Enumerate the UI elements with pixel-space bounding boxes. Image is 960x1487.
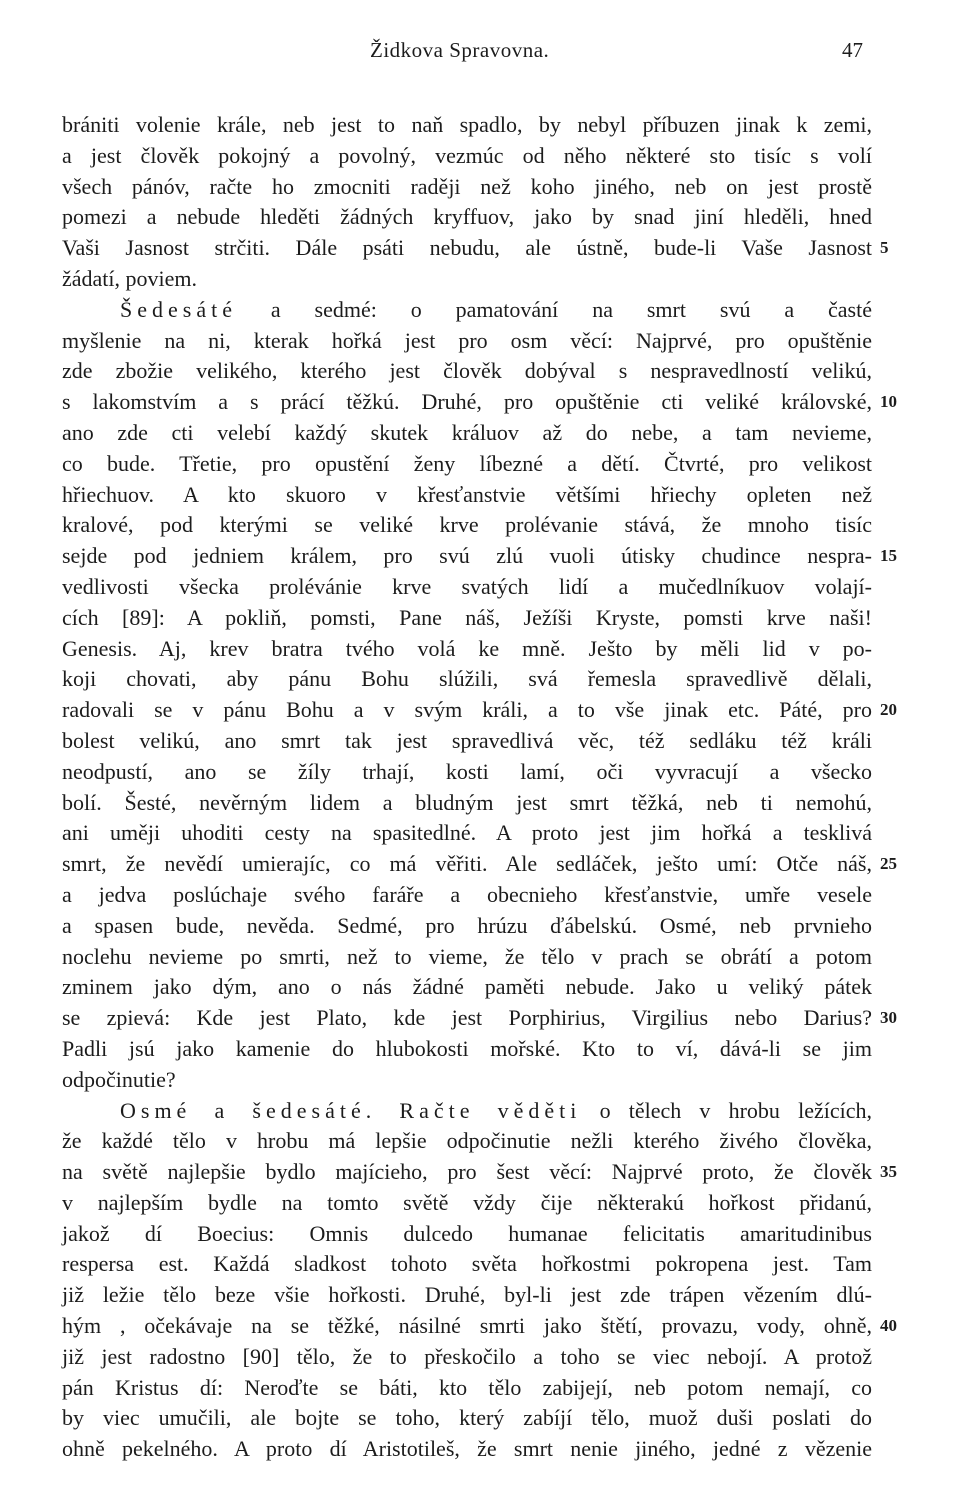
text-line: v najlepším bydle na tomto světě vždy čije některakú hořkost přidanú,: [62, 1189, 872, 1215]
text-line: odpočinutie?: [62, 1066, 176, 1092]
text-line: pomezi a nebude hleděti žádných kryffuov, jako by snad jiní hleděli, hned: [62, 204, 872, 230]
text-line: smrt, že nevědí umierajíc, co má věřiti. Ale sedláček, ješto umí: Otče náš,: [62, 851, 872, 877]
text-line: že každé tělo v hrobu má lepšie odpočinutie nežli kterého živého člověka,: [62, 1128, 872, 1154]
running-head: [0, 38, 960, 68]
section-heading: Šedesáté: [120, 296, 237, 322]
body-text: [62, 110, 872, 1465]
text-line: cích [89]: A pokliň, pomsti, Pane náš, Ježíši Kryste, pomsti krve naši!: [62, 604, 872, 630]
text-line: již jest radostno [90] tělo, že to přeskočilo a toho se viec nebojí. A protož: [62, 1343, 872, 1369]
text-line-rest: a sedmé: o pamatování na smrt svú a časté: [270, 296, 872, 322]
text-line: pán Kristus dí: Neroďte se báti, kto tělo zabijejí, neb potom nemají, co: [62, 1374, 872, 1400]
text-line: respersa est. Každá sladkost tohoto světa hořkostmi pokropena jest. Tam: [62, 1251, 872, 1277]
text-line: ano zde cti velebí každý skutek králuov až do nebe, a tam nevieme,: [62, 419, 872, 445]
text-line: žádatí, poviem.: [62, 265, 198, 291]
line-number-marker: 10: [880, 392, 897, 412]
text-line: a spasen bude, nevěda. Sedmé, pro hrúzu ďábelskú. Osmé, neb prvnieho: [62, 912, 872, 938]
text-line: bolí. Šesté, nevěrným lidem a bludným jest smrt těžká, neb ti nemohú,: [62, 789, 872, 815]
text-line: brániti volenie krále, neb jest to naň spadlo, by nebyl příbuzen jinak k zemi,: [62, 112, 872, 137]
text-line: zminem jako dým, ano o nás žádné paměti nebude. Jako u veliký pátek: [62, 974, 872, 1000]
text-line: by viec umučili, ale bojte se toho, který zabíjí tělo, muož duši poslati do: [62, 1405, 872, 1431]
text-line: ani uměji uhoditi cesty na spasitedlné. A proto jest jim hořká a tesklivá: [62, 820, 872, 846]
text-line: již ležie tělo beze všie hořkosti. Druhé, byl-li jest zde trápen vězením dlú-: [62, 1282, 872, 1308]
line-number-marker: 15: [880, 546, 897, 566]
section-start-line: [62, 1096, 872, 1127]
text-line: co bude. Třetie, pro opustění ženy líbezné a dětí. Čtvrté, pro velikost: [62, 450, 872, 476]
text-line: myšlenie na ni, kterak hořká jest pro osm věcí: Najprvé, pro opuštěnie: [62, 327, 872, 353]
section-start-line: [62, 295, 872, 326]
text-line: s lakomstvím a s prácí těžkú. Druhé, pro opuštěnie cti veliké královské,: [62, 389, 872, 415]
line-number-marker: 35: [880, 1162, 897, 1182]
text-line: a jedva poslúchaje svého faráře a obecnieho křesťanstvie, umře vesele: [62, 881, 872, 907]
text-line-rest: o tělech v hrobu ležících,: [599, 1097, 872, 1123]
page-number: 47: [842, 38, 863, 62]
line-number-marker: 20: [880, 700, 897, 720]
text-line: noclehu nevieme po smrti, než to vieme, že tělo v prach se obrátí a potom: [62, 943, 872, 969]
text-line: kralové, pod kterými se veliké krve prolévanie stává, že mnoho tisíc: [62, 512, 872, 538]
text-line: Genesis. Aj, krev bratra tvého volá ke mně. Ješto by měli lid v po-: [62, 635, 872, 661]
text-line: všech pánóv, račte ho zmocniti raději než koho jiného, neb on jest prostě: [62, 173, 872, 199]
line-number-marker: 5: [880, 238, 889, 258]
text-line: hým , očekávaje na se těžké, násilné smrti jako štětí, provazu, vody, ohně,: [62, 1313, 872, 1339]
text-line: se zpievá: Kde jest Plato, kde jest Porphirius, Virgilius nebo Darius?: [62, 1005, 872, 1031]
text-line: neodpustí, ano se žíly trhají, kosti lamí, oči vyvracují a všecko: [62, 758, 872, 784]
section-heading: Osmé a šedesáté. Račte věděti: [120, 1097, 582, 1123]
text-line: hřiechuov. A kto skuoro v křesťanstvie většími hřiechy opleten než: [62, 481, 872, 507]
text-line: koji chovati, aby pánu Bohu slúžili, svá řemesla spravedlivě dělali,: [62, 666, 872, 692]
line-number-marker: 30: [880, 1008, 897, 1028]
text-line: Vaši Jasnost strčiti. Dále psáti nebudu, ale ústně, bude-li Vaše Jasnost: [62, 235, 872, 261]
text-line: zde zbožie velikého, kterého jest člověk dobýval s nespravedlností velikú,: [62, 358, 872, 384]
text-line: radovali se v pánu Bohu a v svým králi, a to vše jinak etc. Páté, pro: [62, 697, 872, 723]
line-number-marker: 40: [880, 1316, 897, 1336]
text-line: bolest velikú, ano smrt tak jest spravedlivá věc, též sedláku též králi: [62, 727, 872, 753]
text-line: jakož dí Boecius: Omnis dulcedo humanae felicitatis amaritudinibus: [62, 1220, 872, 1246]
text-line: Padli jsú jako kamenie do hlubokosti mořské. Kto to ví, dává-li se jim: [62, 1035, 872, 1061]
text-line: ohně pekelného. A proto dí Aristotileš, že smrt nenie jiného, jedné z vězenie: [62, 1436, 872, 1462]
running-title: Židkova Spravovna.: [370, 38, 550, 62]
text-line: vedlivosti všecka prolévánie krve svatých lidí a mučedlníkuov volají-: [62, 573, 872, 599]
text-line: na světě najlepšie bydlo majícieho, pro šest věcí: Najprvé proto, že člověk: [62, 1159, 872, 1185]
line-number-marker: 25: [880, 854, 897, 874]
text-line: sejde pod jedniem králem, pro svú zlú vuoli útisky chudince nespra-: [62, 543, 872, 569]
text-line: a jest člověk pokojný a povolný, vezmúc od něho některé sto tisíc s volí: [62, 142, 872, 168]
